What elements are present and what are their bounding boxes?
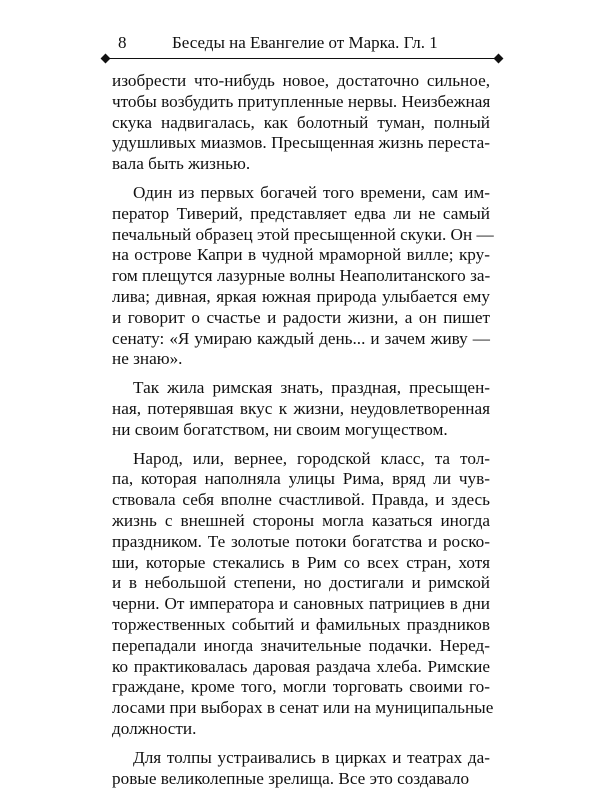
text-line: Один из первых богачей того времени, сам им- (133, 182, 490, 202)
paragraph (112, 448, 494, 740)
text-line: Так жила римская знать, праздная, пресыщен- (133, 378, 490, 398)
text-line: жизнь с внешней стороны могла казаться иногда (112, 510, 490, 530)
text-line: печальный образец этой пресыщенной скуки. Он — (112, 224, 494, 244)
paragraph (112, 71, 490, 175)
text-line: торжественных событий и фамильных праздников (112, 614, 490, 634)
text-line: черни. От императора и сановных патрициев в дни (112, 594, 490, 614)
text-line: лосами при выборах в сенат или на муниципальные (112, 698, 494, 718)
text-line: праздником. Те золотые потоки богатства и роско- (112, 531, 490, 551)
text-line: гом плещутся лазурные волны Неаполитанского за- (112, 266, 491, 286)
text-line: изобрести что-нибудь новое, достаточно сильное, (112, 71, 490, 90)
text-line: ная, потерявшая вкус к жизни, неудовлетворенная (112, 398, 490, 418)
text-line: Для толпы устраивались в цирках и театрах да- (133, 747, 490, 767)
text-line: удушливых миазмов. Пресыщенная жизнь переста- (112, 133, 490, 153)
body-text (112, 71, 494, 797)
text-line: вала быть жизнью. (112, 154, 251, 174)
text-line: ровые великолепные зрелища. Все это создавало (112, 768, 470, 788)
text-line: ко практиковалась даровая раздача хлеба. Римские (112, 656, 490, 676)
text-line: на острове Капри в чудной мраморной вилле; кру- (112, 245, 490, 265)
text-line: не знаю». (112, 349, 183, 369)
running-title: Беседы на Евангелие от Марка. Гл. 1 (172, 33, 438, 52)
text-line: должности. (112, 718, 197, 738)
text-line: ни своим богатством, ни своим могуществом. (112, 419, 448, 439)
paragraph (112, 378, 490, 440)
header-rule-ornament (106, 58, 498, 59)
text-line: и говорит о счастье и радости жизни, а он пишет (112, 307, 490, 327)
text-line: перепадали иногда значительные подачки. Неред- (112, 635, 490, 655)
text-line: ши, которые стекались в Рим со всех стран, хотя (112, 552, 490, 572)
text-line: лива; дивная, яркая южная природа улыбается ему (112, 286, 490, 306)
text-line: чтобы возбудить притупленные нервы. Неизбежная (112, 91, 491, 111)
running-header (112, 30, 490, 56)
text-line: сенату: «Я умираю каждый день... и зачем живу — (112, 328, 490, 348)
paragraph (112, 182, 494, 370)
book-page (112, 30, 494, 788)
text-line: па, которая наполняла улицы Рима, вряд ли чув- (112, 469, 490, 489)
text-line: ператор Тиверий, представляет едва ли не самый (112, 203, 490, 223)
text-line: Народ, или, вернее, городской класс, та тол- (133, 448, 490, 468)
paragraph (112, 748, 490, 790)
text-line: скука надвигалась, как болотный туман, полный (112, 112, 490, 132)
text-line: и в небольшой степени, но достигали и римской (112, 573, 490, 593)
text-line: граждане, кроме того, могли торговать своими го- (112, 677, 490, 697)
page-number: 8 (118, 33, 127, 52)
text-line: ствовала себя вполне счастливой. Правда, и здесь (112, 490, 490, 510)
